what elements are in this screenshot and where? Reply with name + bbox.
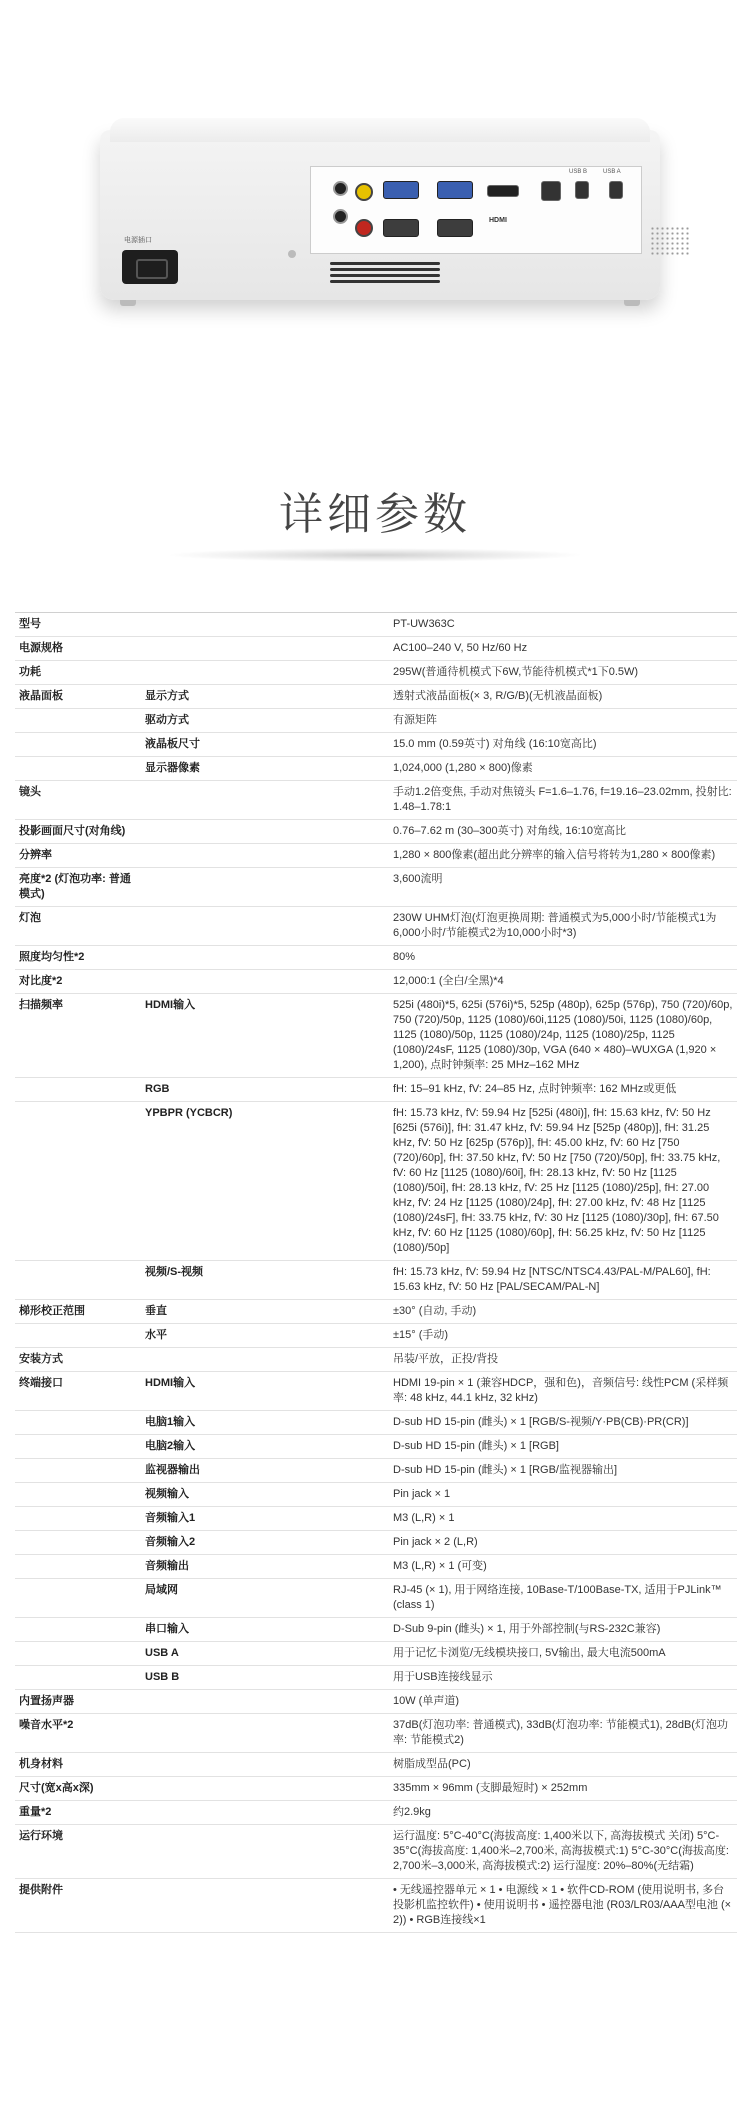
spec-subcategory: 音频输出	[141, 1555, 389, 1579]
spec-row	[15, 1879, 737, 1933]
spec-subcategory	[141, 661, 389, 685]
spec-category	[15, 1459, 141, 1483]
spec-subcategory	[141, 637, 389, 661]
spec-subcategory: USB A	[141, 1642, 389, 1666]
spec-row	[15, 1372, 737, 1411]
spec-row	[15, 994, 737, 1078]
spec-category	[15, 1324, 141, 1348]
spec-category	[15, 1102, 141, 1261]
spec-category	[15, 1435, 141, 1459]
spec-value: 525i (480i)*5, 625i (576i)*5, 525p (480p), 625p (576p), 750 (720)/60p, 750 (720)/50p, 1125 (1080)/60i,1125 (1080)/50i, 1125 (1080)/60p, 1125 (1080)/50p, 1125 (1080)/24p, 1125 (1080)/25p, 1125 (1080)/24sF, 1125 (1080)/30p, VGA (640 × 480)–WUXGA (1,920 × 1,200), 点时钟频率: 25 MHz–162 MHz	[389, 994, 737, 1078]
computer1-port	[383, 181, 419, 199]
spec-category: 运行环境	[15, 1825, 141, 1879]
spec-value: D-sub HD 15-pin (雌头) × 1 [RGB/监视器输出]	[389, 1459, 737, 1483]
spec-row	[15, 1753, 737, 1777]
spec-value: fH: 15.73 kHz, fV: 59.94 Hz [525i (480i)], fH: 15.63 kHz, fV: 50 Hz [625i (576i)], fH: 31.47 kHz, fV: 59.94 Hz [525p (480p)], fH: 31.25 kHz, fV: 50 Hz [625p (576p)], fH: 45.00 kHz, fV: 60 Hz [750 (720)/60p], fH: 37.50 kHz, fV: 50 Hz [750 (720)/50p], fH: 33.75 kHz, fV: 60 Hz [1125 (1080)/60i], fH: 28.13 kHz, fV: 50 Hz [1125 (1080)/50i], fH: 28.13 kHz, fV: 25 Hz [1125 (1080)/25p], fH: 27.00 kHz, fV: 24 Hz [1125 (1080)/24p], fH: 27.00 kHz, fV: 48 Hz [1125 (1080)/24sF], fH: 33.75 kHz, fV: 30 Hz [1125 (1080)/30p], fH: 67.50 kHz, fV: 60 Hz [1125 (1080)/60p], fH: 56.25 kHz, fV: 50 Hz [1125 (1080)/50p]	[389, 1102, 737, 1261]
spec-subcategory: 串口输入	[141, 1618, 389, 1642]
spec-row	[15, 1801, 737, 1825]
spec-row	[15, 946, 737, 970]
spec-value: 约2.9kg	[389, 1801, 737, 1825]
vent-grille	[330, 262, 440, 290]
spec-row	[15, 1261, 737, 1300]
spec-row	[15, 1642, 737, 1666]
video-in-jack	[355, 183, 373, 201]
computer2-port	[437, 181, 473, 199]
usb-a-label: USB A	[603, 169, 621, 175]
spec-row	[15, 661, 737, 685]
spec-row	[15, 1459, 737, 1483]
spec-category	[15, 1642, 141, 1666]
spec-subcategory	[141, 1714, 389, 1753]
spec-subcategory: 液晶板尺寸	[141, 733, 389, 757]
spec-row	[15, 781, 737, 820]
spec-value: 335mm × 96mm (支脚最短时) × 252mm	[389, 1777, 737, 1801]
spec-table-body	[15, 613, 737, 1933]
spec-value: D-sub HD 15-pin (雌头) × 1 [RGB/S-视频/Y·PB(CB)·PR(CR)]	[389, 1411, 737, 1435]
power-inlet	[122, 250, 178, 284]
spec-subcategory	[141, 907, 389, 946]
spec-category	[15, 1555, 141, 1579]
spec-category	[15, 1579, 141, 1618]
foot-right	[624, 300, 640, 306]
spec-category	[15, 1261, 141, 1300]
spec-category: 镜头	[15, 781, 141, 820]
connector-panel	[310, 166, 642, 254]
spec-category: 尺寸(宽x高x深)	[15, 1777, 141, 1801]
spec-subcategory: 显示方式	[141, 685, 389, 709]
spec-subcategory: 音频输入1	[141, 1507, 389, 1531]
spec-row	[15, 1531, 737, 1555]
spec-row	[15, 1666, 737, 1690]
spec-value: 295W(普通待机模式下6W,节能待机模式*1下0.5W)	[389, 661, 737, 685]
spec-value: 15.0 mm (0.59英寸) 对角线 (16:10宽高比)	[389, 733, 737, 757]
spec-value: HDMI 19-pin × 1 (兼容HDCP，强和色)，音频信号: 线性PCM (采样频率: 48 kHz, 44.1 kHz, 32 kHz)	[389, 1372, 737, 1411]
spec-row	[15, 1483, 737, 1507]
spec-subcategory	[141, 781, 389, 820]
hdmi-port	[487, 185, 519, 197]
spec-row	[15, 637, 737, 661]
spec-row	[15, 1348, 737, 1372]
spec-category: 液晶面板	[15, 685, 141, 709]
spec-value: 用于USB连接线显示	[389, 1666, 737, 1690]
lan-port	[541, 181, 561, 201]
hdmi-label: HDMI	[489, 217, 507, 224]
spec-category: 噪音水平*2	[15, 1714, 141, 1753]
spec-row	[15, 1690, 737, 1714]
projector-top	[110, 118, 650, 142]
audio-in-jack	[333, 181, 348, 196]
spec-row	[15, 1507, 737, 1531]
spec-row	[15, 1555, 737, 1579]
spec-subcategory: 视频/S-视频	[141, 1261, 389, 1300]
spec-value: • 无线遥控器单元 × 1 • 电源线 × 1 • 软件CD-ROM (使用说明书, 多台投影机监控软件) • 使用说明书 • 遥控器电池 (R03/LR03/AAA型电池 (× 2)) • RGB连接线×1	[389, 1879, 737, 1933]
spec-row	[15, 1579, 737, 1618]
title-shadow	[165, 548, 585, 562]
spec-table	[15, 612, 737, 1933]
spec-subcategory: 显示器像素	[141, 757, 389, 781]
spec-value: 有源矩阵	[389, 709, 737, 733]
spec-value: ±30° (自动, 手动)	[389, 1300, 737, 1324]
spec-row	[15, 757, 737, 781]
spec-category: 照度均匀性*2	[15, 946, 141, 970]
screw	[288, 250, 296, 258]
spec-row	[15, 844, 737, 868]
spec-category: 安装方式	[15, 1348, 141, 1372]
spec-category: 终端接口	[15, 1372, 141, 1411]
speaker-vent	[650, 226, 690, 256]
spec-category	[15, 733, 141, 757]
spec-category: 梯形校正范围	[15, 1300, 141, 1324]
spec-category	[15, 1618, 141, 1642]
spec-subcategory: 电脑1输入	[141, 1411, 389, 1435]
spec-value: 12,000:1 (全白/全黑)*4	[389, 970, 737, 994]
spec-category	[15, 1078, 141, 1102]
spec-row	[15, 1078, 737, 1102]
spec-value: 透射式液晶面板(× 3, R/G/B)(无机液晶面板)	[389, 685, 737, 709]
spec-subcategory: HDMI输入	[141, 994, 389, 1078]
spec-category: 型号	[15, 613, 141, 637]
serial-port	[383, 219, 419, 237]
spec-value: 3,600流明	[389, 868, 737, 907]
spec-category: 分辨率	[15, 844, 141, 868]
spec-subcategory: 水平	[141, 1324, 389, 1348]
spec-category	[15, 1483, 141, 1507]
spec-subcategory: 垂直	[141, 1300, 389, 1324]
spec-row	[15, 685, 737, 709]
spec-subcategory	[141, 868, 389, 907]
spec-subcategory	[141, 1879, 389, 1933]
spec-value: RJ-45 (× 1), 用于网络连接, 10Base-T/100Base-TX, 适用于PJLink™ (class 1)	[389, 1579, 737, 1618]
spec-value: 0.76–7.62 m (30–300英寸) 对角线, 16:10宽高比	[389, 820, 737, 844]
spec-row	[15, 1777, 737, 1801]
spec-value: 用于记忆卡浏览/无线模块接口, 5V输出, 最大电流500mA	[389, 1642, 737, 1666]
section-title	[0, 478, 750, 562]
page-title: 详细参数	[279, 489, 471, 540]
spec-value: 80%	[389, 946, 737, 970]
projector-rear-view	[100, 130, 660, 300]
spec-value: PT-UW363C	[389, 613, 737, 637]
spec-category: 亮度*2 (灯泡功率: 普通模式)	[15, 868, 141, 907]
spec-row	[15, 1618, 737, 1642]
spec-category	[15, 1531, 141, 1555]
spec-subcategory: HDMI输入	[141, 1372, 389, 1411]
spec-category: 功耗	[15, 661, 141, 685]
spec-subcategory: 视频输入	[141, 1483, 389, 1507]
spec-category	[15, 709, 141, 733]
power-inlet-label: 电源插口	[124, 237, 152, 244]
spec-value: D-Sub 9-pin (雌头) × 1, 用于外部控制(与RS-232C兼容)	[389, 1618, 737, 1642]
audio-r-jack	[355, 219, 373, 237]
spec-row	[15, 613, 737, 637]
spec-subcategory: 音频输入2	[141, 1531, 389, 1555]
spec-category	[15, 1507, 141, 1531]
spec-subcategory	[141, 1348, 389, 1372]
spec-value: M3 (L,R) × 1 (可变)	[389, 1555, 737, 1579]
spec-category: 重量*2	[15, 1801, 141, 1825]
spec-value: 树脂成型品(PC)	[389, 1753, 737, 1777]
spec-value: 运行温度: 5°C-40°C(海拔高度: 1,400米以下, 高海拔模式 关闭) 5°C-35°C(海拔高度: 1,400米–2,700米, 高海拔模式:1) 5°C-30°C(海拔高度: 2,700米–3,000米, 高海拔模式:2) 运行湿度: 20%–80%(无结霜)	[389, 1825, 737, 1879]
product-image	[0, 0, 750, 460]
spec-value: fH: 15–91 kHz, fV: 24–85 Hz, 点时钟频率: 162 MHz或更低	[389, 1078, 737, 1102]
spec-row	[15, 709, 737, 733]
spec-row	[15, 1825, 737, 1879]
spec-subcategory	[141, 613, 389, 637]
spec-value: 10W (单声道)	[389, 1690, 737, 1714]
spec-category: 内置扬声器	[15, 1690, 141, 1714]
spec-category	[15, 1666, 141, 1690]
spec-subcategory: 局域网	[141, 1579, 389, 1618]
spec-category	[15, 757, 141, 781]
spec-subcategory	[141, 970, 389, 994]
spec-value: ±15° (手动)	[389, 1324, 737, 1348]
spec-subcategory	[141, 844, 389, 868]
spec-subcategory: USB B	[141, 1666, 389, 1690]
spec-subcategory	[141, 1753, 389, 1777]
spec-subcategory	[141, 1801, 389, 1825]
spec-row	[15, 1324, 737, 1348]
spec-subcategory: 驱动方式	[141, 709, 389, 733]
spec-subcategory	[141, 1777, 389, 1801]
spec-value: 手动1.2倍变焦, 手动对焦镜头 F=1.6–1.76, f=19.16–23.02mm, 投射比: 1.48–1.78:1	[389, 781, 737, 820]
spec-category: 灯泡	[15, 907, 141, 946]
spec-value: 37dB(灯泡功率: 普通模式), 33dB(灯泡功率: 节能模式1), 28dB(灯泡功率: 节能模式2)	[389, 1714, 737, 1753]
spec-value: fH: 15.73 kHz, fV: 59.94 Hz [NTSC/NTSC4.43/PAL-M/PAL60], fH: 15.63 kHz, fV: 50 Hz [PAL/SECAM/PAL-N]	[389, 1261, 737, 1300]
spec-row	[15, 820, 737, 844]
spec-subcategory	[141, 820, 389, 844]
spec-value: M3 (L,R) × 1	[389, 1507, 737, 1531]
usb-b-label: USB B	[569, 169, 588, 175]
spec-value: D-sub HD 15-pin (雌头) × 1 [RGB]	[389, 1435, 737, 1459]
spec-value: 吊装/平放，正投/背投	[389, 1348, 737, 1372]
spec-row	[15, 868, 737, 907]
spec-row	[15, 1714, 737, 1753]
usb-b-port	[575, 181, 589, 199]
spec-value: 230W UHM灯泡(灯泡更换周期: 普通模式为5,000小时/节能模式1为6,000小时/节能模式2为10,000小时*3)	[389, 907, 737, 946]
audio-out-jack	[333, 209, 348, 224]
spec-subcategory: YPBPR (YCBCR)	[141, 1102, 389, 1261]
spec-category: 机身材料	[15, 1753, 141, 1777]
usb-a-port	[609, 181, 623, 199]
spec-subcategory: 电脑2输入	[141, 1435, 389, 1459]
spec-category	[15, 1411, 141, 1435]
spec-subcategory	[141, 946, 389, 970]
spec-row	[15, 733, 737, 757]
spec-category: 电源规格	[15, 637, 141, 661]
spec-subcategory: 监视器输出	[141, 1459, 389, 1483]
spec-subcategory: RGB	[141, 1078, 389, 1102]
spec-subcategory	[141, 1825, 389, 1879]
spec-row	[15, 907, 737, 946]
spec-value: Pin jack × 2 (L,R)	[389, 1531, 737, 1555]
spec-value: Pin jack × 1	[389, 1483, 737, 1507]
spec-row	[15, 1102, 737, 1261]
spec-row	[15, 1300, 737, 1324]
spec-category: 对比度*2	[15, 970, 141, 994]
spec-value: AC100–240 V, 50 Hz/60 Hz	[389, 637, 737, 661]
spec-value: 1,280 × 800像素(超出此分辨率的输入信号将转为1,280 × 800像素)	[389, 844, 737, 868]
monitor-out-port	[437, 219, 473, 237]
spec-value: 1,024,000 (1,280 × 800)像素	[389, 757, 737, 781]
spec-subcategory	[141, 1690, 389, 1714]
spec-row	[15, 1411, 737, 1435]
spec-category: 扫描频率	[15, 994, 141, 1078]
spec-category: 投影画面尺寸(对角线)	[15, 820, 141, 844]
spec-category: 提供附件	[15, 1879, 141, 1933]
foot-left	[120, 300, 136, 306]
spec-row	[15, 1435, 737, 1459]
spec-row	[15, 970, 737, 994]
